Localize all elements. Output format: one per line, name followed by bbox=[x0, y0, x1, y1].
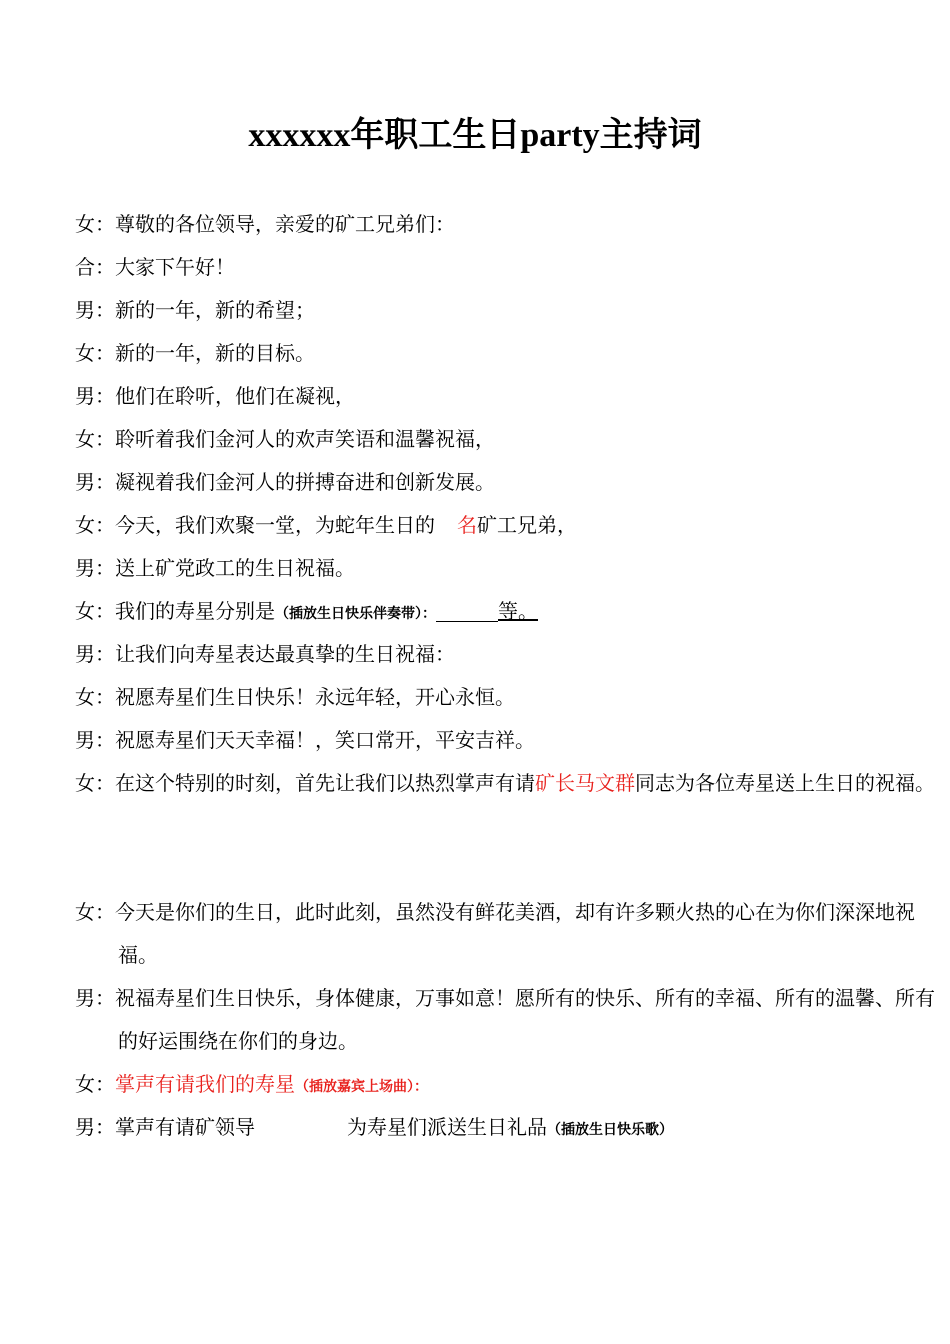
line-text: 他们在聆听，他们在凝视， bbox=[115, 384, 355, 408]
script-line bbox=[75, 504, 907, 547]
script-line bbox=[75, 418, 907, 461]
speaker-label: 男： bbox=[75, 470, 115, 494]
script-line bbox=[75, 375, 907, 418]
line-text: 送上矿党政工的生日祝福。 bbox=[115, 556, 355, 580]
fill-in-blank bbox=[436, 601, 498, 622]
script-line bbox=[75, 203, 907, 246]
line-text: 尊敬的各位领导，亲爱的矿工兄弟们： bbox=[115, 212, 455, 236]
script-line bbox=[75, 891, 950, 977]
line-text: 新的一年，新的希望； bbox=[115, 298, 315, 322]
line-text: 大家下午好！ bbox=[115, 255, 235, 279]
speaker-label: 女： bbox=[75, 341, 115, 365]
line-text: 今天，我们欢聚一堂，为蛇年生日的 bbox=[115, 513, 435, 537]
speaker-label: 男： bbox=[75, 1115, 115, 1139]
line-text: 祝福寿星们生日快乐，身体健康，万事如意！愿所有的快乐、所有的幸福、所有的温馨、所有的好运围绕在你们的身边。 bbox=[115, 986, 935, 1053]
speaker-label: 女： bbox=[75, 685, 115, 709]
line-text: 掌声有请矿领导 bbox=[115, 1115, 255, 1139]
highlight-text: 掌声有请我们的寿星 bbox=[115, 1072, 295, 1096]
script-line bbox=[75, 590, 907, 636]
line-text: 同志为各位寿星送上生日的祝福。 bbox=[635, 771, 935, 795]
script-line bbox=[75, 719, 907, 762]
line-text: 新的一年，新的目标。 bbox=[115, 341, 315, 365]
script-line bbox=[75, 676, 907, 719]
speaker-label: 女： bbox=[75, 1072, 115, 1096]
script-line bbox=[75, 547, 907, 590]
line-text: 今天是你们的生日，此时此刻，虽然没有鲜花美酒，却有许多颗火热的心在为你们深深地祝福。 bbox=[115, 900, 915, 967]
page-title: xxxxxx年职工生日party主持词 bbox=[248, 117, 702, 154]
highlight-text: 矿长马文群 bbox=[535, 771, 635, 795]
line-text: 我们的寿星分别是 bbox=[115, 599, 275, 623]
line-text: 矿工兄弟， bbox=[477, 513, 577, 537]
speaker-label: 女： bbox=[75, 599, 115, 623]
stage-note: （插放生日快乐伴奏带）： bbox=[275, 606, 436, 622]
line-text: 聆听着我们金河人的欢声笑语和温馨祝福， bbox=[115, 427, 495, 451]
stage-note: （插放生日快乐歌） bbox=[547, 1122, 673, 1138]
script-line bbox=[75, 332, 907, 375]
script-line bbox=[75, 246, 907, 289]
speaker-label: 女： bbox=[75, 513, 115, 537]
speaker-label: 女： bbox=[75, 212, 115, 236]
line-text: 让我们向寿星表达最真挚的生日祝福： bbox=[115, 642, 455, 666]
speaker-label: 男： bbox=[75, 556, 115, 580]
script-line bbox=[75, 1106, 907, 1152]
script-line bbox=[75, 633, 907, 676]
speaker-label: 合： bbox=[75, 255, 115, 279]
line-text: 祝愿寿星们天天幸福！，笑口常开，平安吉祥。 bbox=[115, 728, 535, 752]
speaker-label: 女： bbox=[75, 771, 115, 795]
highlight-text: 名 bbox=[457, 513, 477, 537]
stage-note: （插放嘉宾上场曲）： bbox=[295, 1079, 428, 1095]
script-line bbox=[75, 461, 907, 504]
line-text: 祝愿寿星们生日快乐！永远年轻，开心永恒。 bbox=[115, 685, 515, 709]
speaker-label: 男： bbox=[75, 986, 115, 1010]
line-text: 凝视着我们金河人的拼搏奋进和创新发展。 bbox=[115, 470, 495, 494]
speaker-label: 男： bbox=[75, 298, 115, 322]
line-text: 在这个特别的时刻，首先让我们以热烈掌声有请 bbox=[115, 771, 535, 795]
speaker-label: 女： bbox=[75, 900, 115, 924]
script-line bbox=[75, 977, 950, 1063]
speaker-label: 男： bbox=[75, 642, 115, 666]
speaker-label: 女： bbox=[75, 427, 115, 451]
speaker-label: 男： bbox=[75, 384, 115, 408]
script-line bbox=[75, 289, 907, 332]
line-text: 等。 bbox=[498, 599, 538, 623]
script-line bbox=[75, 1063, 907, 1109]
script-line bbox=[75, 762, 950, 805]
line-text: 为寿星们派送生日礼品 bbox=[347, 1115, 547, 1139]
speaker-label: 男： bbox=[75, 728, 115, 752]
